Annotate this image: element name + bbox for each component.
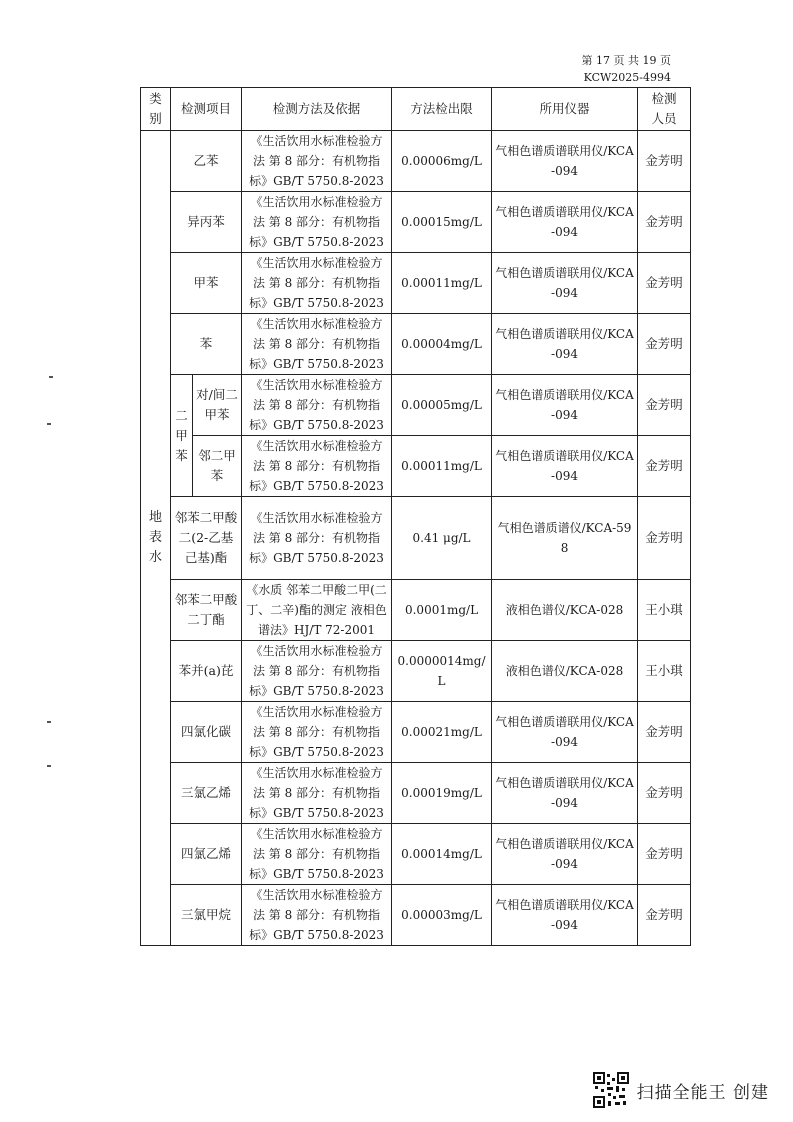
person-cell: 金芳明 <box>638 314 691 375</box>
person-cell: 金芳明 <box>638 885 691 946</box>
scanner-watermark <box>593 1072 769 1108</box>
limit-cell: 0.00021mg/L <box>392 702 492 763</box>
column-header-limit: 方法检出限 <box>392 88 492 131</box>
limit-cell: 0.00004mg/L <box>392 314 492 375</box>
item-cell: 苯并(a)芘 <box>171 641 242 702</box>
method-cell: 《生活饮用水标准检验方法 第 8 部分：有机物指标》GB/T 5750.8-2023 <box>242 702 392 763</box>
person-cell: 金芳明 <box>638 702 691 763</box>
instrument-cell: 气相色谱质谱联用仪/KCA-094 <box>492 763 638 824</box>
instrument-cell: 气相色谱质谱联用仪/KCA-094 <box>492 702 638 763</box>
instrument-cell: 气相色谱质谱仪/KCA-598 <box>492 497 638 580</box>
table-row <box>141 436 691 497</box>
person-cell: 金芳明 <box>638 192 691 253</box>
limit-cell: 0.00014mg/L <box>392 824 492 885</box>
xylene-group-cell: 二 甲 苯 <box>171 375 193 497</box>
scan-mark <box>47 423 51 425</box>
column-header-method: 检测方法及依据 <box>242 88 392 131</box>
item-cell: 苯 <box>171 314 242 375</box>
item-cell: 邻苯二甲酸二(2-乙基己基)酯 <box>171 497 242 580</box>
column-header-item: 检测项目 <box>171 88 242 131</box>
scan-mark <box>47 721 51 723</box>
scan-mark <box>47 765 51 767</box>
table-row <box>141 885 691 946</box>
instrument-cell: 气相色谱质谱联用仪/KCA-094 <box>492 131 638 192</box>
item-cell: 异丙苯 <box>171 192 242 253</box>
item-cell: 对/间二甲苯 <box>193 375 242 436</box>
column-header-instrument: 所用仪器 <box>492 88 638 131</box>
watermark-text: 扫描全能王 创建 <box>636 1082 769 1103</box>
item-cell: 乙苯 <box>171 131 242 192</box>
table-row <box>141 375 691 436</box>
report-number: KCW2025-4994 <box>583 71 671 84</box>
instrument-cell: 气相色谱质谱联用仪/KCA-094 <box>492 253 638 314</box>
limit-cell: 0.00011mg/L <box>392 436 492 497</box>
category-cell: 地 表 水 <box>141 131 171 946</box>
page-number: 第 17 页 共 19 页 <box>581 54 671 67</box>
column-header-person: 检测 人员 <box>638 88 691 131</box>
item-cell: 邻二甲苯 <box>193 436 242 497</box>
person-cell: 王小琪 <box>638 580 691 641</box>
method-cell: 《生活饮用水标准检验方法 第 8 部分：有机物指标》GB/T 5750.8-2023 <box>242 885 392 946</box>
item-cell: 三氯甲烷 <box>171 885 242 946</box>
item-cell: 四氯化碳 <box>171 702 242 763</box>
item-cell: 甲苯 <box>171 253 242 314</box>
instrument-cell: 气相色谱质谱联用仪/KCA-094 <box>492 314 638 375</box>
person-cell: 金芳明 <box>638 375 691 436</box>
table-row <box>141 192 691 253</box>
item-cell: 邻苯二甲酸二丁酯 <box>171 580 242 641</box>
table-row <box>141 497 691 580</box>
person-cell: 金芳明 <box>638 436 691 497</box>
column-header-category: 类 别 <box>141 88 171 131</box>
person-cell: 金芳明 <box>638 253 691 314</box>
instrument-cell: 气相色谱质谱联用仪/KCA-094 <box>492 375 638 436</box>
method-cell: 《生活饮用水标准检验方法 第 8 部分：有机物指标》GB/T 5750.8-2023 <box>242 497 392 580</box>
method-cell: 《生活饮用水标准检验方法 第 8 部分：有机物指标》GB/T 5750.8-2023 <box>242 192 392 253</box>
instrument-cell: 液相色谱仪/KCA-028 <box>492 580 638 641</box>
table-row <box>141 580 691 641</box>
instrument-cell: 液相色谱仪/KCA-028 <box>492 641 638 702</box>
method-cell: 《生活饮用水标准检验方法 第 8 部分：有机物指标》GB/T 5750.8-2023 <box>242 763 392 824</box>
method-cell: 《生活饮用水标准检验方法 第 8 部分：有机物指标》GB/T 5750.8-2023 <box>242 253 392 314</box>
person-cell: 金芳明 <box>638 131 691 192</box>
method-cell: 《生活饮用水标准检验方法 第 8 部分：有机物指标》GB/T 5750.8-2023 <box>242 641 392 702</box>
person-cell: 金芳明 <box>638 763 691 824</box>
limit-cell: 0.00006mg/L <box>392 131 492 192</box>
method-cell: 《生活饮用水标准检验方法 第 8 部分：有机物指标》GB/T 5750.8-2023 <box>242 131 392 192</box>
table-header-row <box>141 88 691 131</box>
limit-cell: 0.00003mg/L <box>392 885 492 946</box>
limit-cell: 0.0000014mg/L <box>392 641 492 702</box>
test-method-table <box>140 87 691 946</box>
instrument-cell: 气相色谱质谱联用仪/KCA-094 <box>492 192 638 253</box>
item-cell: 四氯乙烯 <box>171 824 242 885</box>
instrument-cell: 气相色谱质谱联用仪/KCA-094 <box>492 824 638 885</box>
method-cell: 《水质 邻苯二甲酸二甲(二丁、二辛)酯的测定 液相色谱法》HJ/T 72-2001 <box>242 580 392 641</box>
page-header <box>582 52 671 86</box>
limit-cell: 0.0001mg/L <box>392 580 492 641</box>
limit-cell: 0.00005mg/L <box>392 375 492 436</box>
table-row <box>141 253 691 314</box>
limit-cell: 0.41 μg/L <box>392 497 492 580</box>
instrument-cell: 气相色谱质谱联用仪/KCA-094 <box>492 885 638 946</box>
table-row <box>141 824 691 885</box>
person-cell: 王小琪 <box>638 641 691 702</box>
item-cell: 三氯乙烯 <box>171 763 242 824</box>
method-cell: 《生活饮用水标准检验方法 第 8 部分：有机物指标》GB/T 5750.8-2023 <box>242 436 392 497</box>
table-row <box>141 314 691 375</box>
table-row <box>141 763 691 824</box>
table-row <box>141 131 691 192</box>
limit-cell: 0.00015mg/L <box>392 192 492 253</box>
table-row <box>141 702 691 763</box>
scan-mark <box>49 376 53 378</box>
instrument-cell: 气相色谱质谱联用仪/KCA-094 <box>492 436 638 497</box>
table-row <box>141 641 691 702</box>
limit-cell: 0.00019mg/L <box>392 763 492 824</box>
method-cell: 《生活饮用水标准检验方法 第 8 部分：有机物指标》GB/T 5750.8-2023 <box>242 314 392 375</box>
person-cell: 金芳明 <box>638 497 691 580</box>
method-cell: 《生活饮用水标准检验方法 第 8 部分：有机物指标》GB/T 5750.8-2023 <box>242 824 392 885</box>
limit-cell: 0.00011mg/L <box>392 253 492 314</box>
qr-code-icon <box>593 1072 629 1108</box>
method-cell: 《生活饮用水标准检验方法 第 8 部分：有机物指标》GB/T 5750.8-2023 <box>242 375 392 436</box>
person-cell: 金芳明 <box>638 824 691 885</box>
